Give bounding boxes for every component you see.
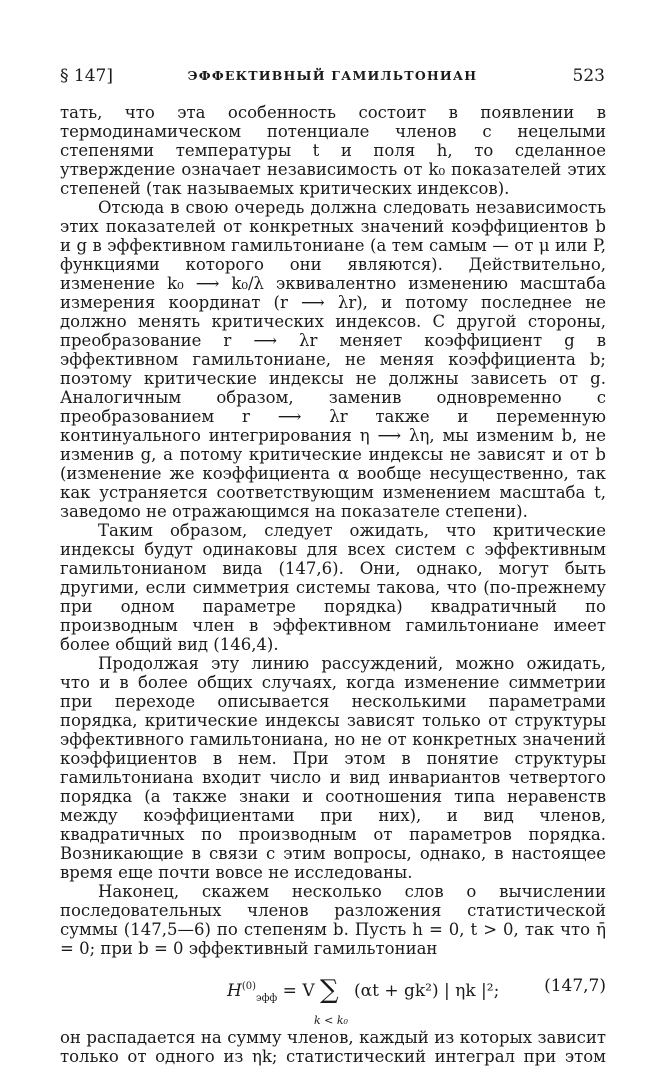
equation-lhs: H: [227, 981, 242, 1001]
equation-lhs-subscript: эфф: [256, 993, 278, 1004]
paragraph-5: Наконец, скажем несколько слов о вычислении последовательных членов разложения статистической суммы (147,5—6) по степеням b. Пусть h = 0, t > 0, так что η̄ = 0; при b = 0 эффективный гамильтониан: [60, 882, 606, 958]
equation-number: (147,7): [544, 976, 606, 996]
equation-summand: (αt + gk²) | ηk |²;: [354, 981, 500, 1001]
page-header: [60, 66, 605, 90]
summation: [314, 975, 354, 1027]
paragraph-6: он распадается на сумму членов, каждый из которых зависит только от одного из ηk; статистический интеграл при этом: [60, 1028, 606, 1066]
paragraph-4: Продолжая эту линию рассуждений, можно ожидать, что и в более общих случаях, когда изменение симметрии при переходе описывается несколькими параметрами порядка, критические индексы зависят только от структуры эффективного гамильтониана, но не от конкретных значений коэффициентов в нем. При этом в понятие структуры гамильтониана входит число и вид инвариантов четвертого порядка (а также знаки и соотношения типа неравенств между коэффициентами при них), и вид членов, квадратичных по производным от параметров порядка. Возникающие в связи с этим вопросы, однако, в настоящее время еще почти вовсе не исследованы.: [60, 654, 606, 882]
running-title: ЭФФЕКТИВНЫЙ ГАМИЛЬТОНИАН: [187, 68, 478, 83]
equation-lhs-superscript: (0): [241, 981, 256, 992]
equation-equals: = V: [277, 981, 320, 1001]
page-number: 523: [572, 66, 605, 86]
page-body: [60, 103, 606, 1066]
section-number: § 147]: [60, 66, 113, 86]
paragraph-1: тать, что эта особенность состоит в появлении в термодинамическом потенциале членов с нецелыми степенями температуры t и поля h, то сделанное утверждение означает независимость от k₀ показателей этих степеней (так называемых критических индексов).: [60, 103, 606, 198]
equation-body: [227, 975, 500, 1027]
summation-sign: ∑: [320, 975, 339, 1005]
equation-147-7: [60, 960, 606, 1027]
paragraph-3: Таким образом, следует ожидать, что критические индексы будут одинаковы для всех систем с эффективным гамильтонианом вида (147,6). Они, однако, могут быть другими, если симметрия системы такова, что (по-прежнему при одном параметре порядка) квадратичный по производным член в эффективном гамильтониане имеет более общий вид (146,4).: [60, 521, 606, 654]
summation-limit: k < k₀: [314, 1014, 348, 1027]
paragraph-2: Отсюда в свою очередь должна следовать независимость этих показателей от конкретных значений коэффициентов b и g в эффективном гамильтониане (а тем самым — от μ или P, функциями которого они являются). Действительно, изменение k₀ ⟶ k₀/λ эквивалентно изменению масштаба измерения координат (r ⟶ λr), и потому последнее не должно менять критических индексов. С другой стороны, преобразование r ⟶ λr меняет коэффициент g в эффективном гамильтониане, не меняя коэффициента b; поэтому критические индексы не должны зависеть от g. Аналогичным образом, заменив одновременно с преобразованием r ⟶ λr также и переменную континуального интегрирования η ⟶ λη, мы изменим b, не изменив g, а потому критические индексы не зависят и от b (изменение же коэффициента α вообще несущественно, так как устраняется соответствующим изменением масштаба t, заведомо не отражающимся на показателе степени).: [60, 198, 606, 521]
